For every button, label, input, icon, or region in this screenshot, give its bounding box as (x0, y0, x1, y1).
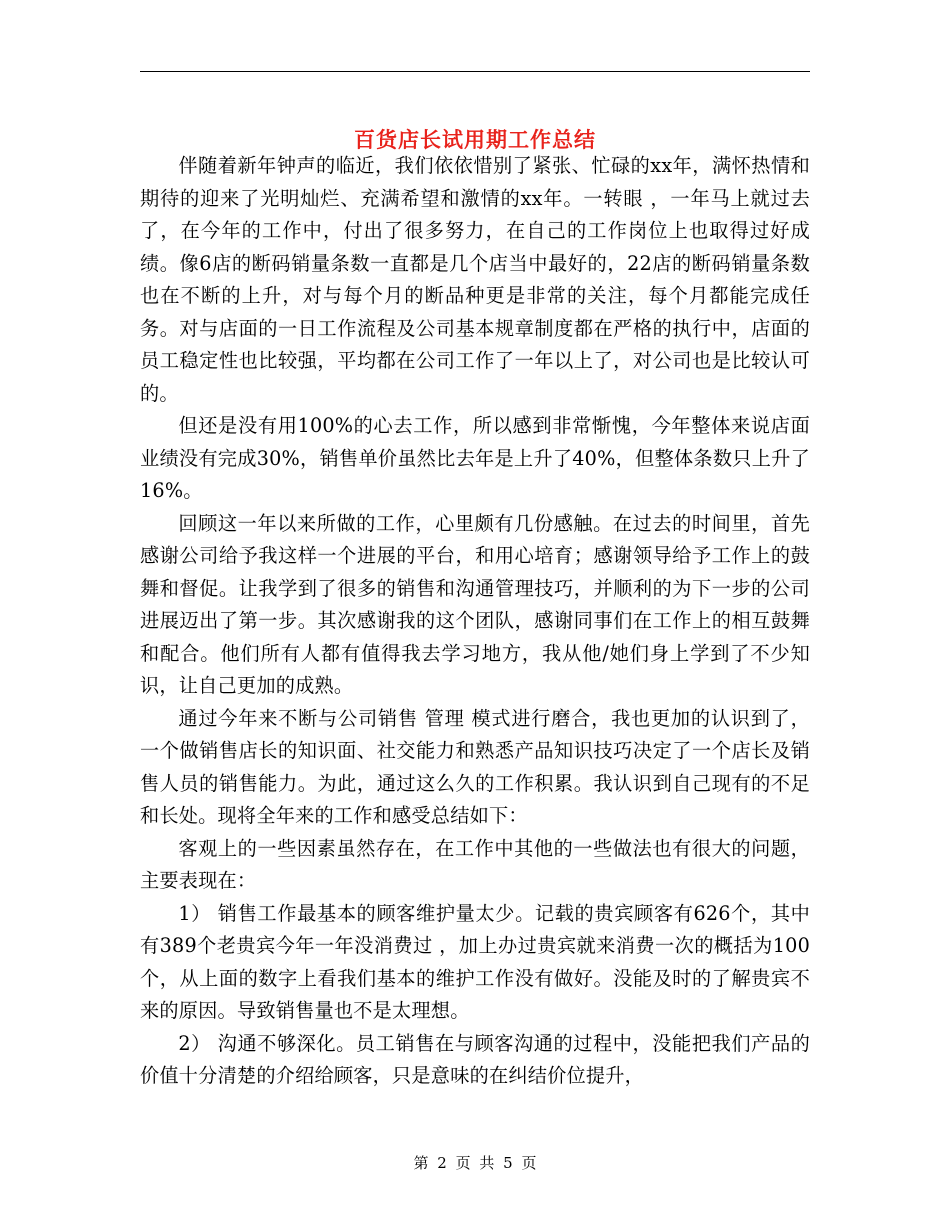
header-rule (140, 71, 810, 72)
paragraph: 但还是没有用100%的心去工作，所以感到非常惭愧，今年整体来说店面业绩没有完成30%，销售单价虽然比去年是上升了40%，但整体条数只上升了16%。 (140, 414, 810, 502)
document-body (140, 150, 810, 1093)
paragraph: 通过今年来不断与公司销售 管理 模式进行磨合，我也更加的认识到了，一个做销售店长的知识面、社交能力和熟悉产品知识技巧决定了一个店长及销售人员的销售能力。为此，通过这么久的工作积累。我认识到自己现有的不足和长处。现将全年来的工作和感受总结如下： (140, 706, 810, 827)
paragraph: 回顾这一年以来所做的工作，心里颇有几份感触。在过去的时间里，首先感谢公司给予我这样一个进展的平台，和用心培育；感谢领导给予工作上的鼓舞和督促。让我学到了很多的销售和沟通管理技巧，并顺利的为下一步的公司进展迈出了第一步。其次感谢我的这个团队，感谢同事们在工作上的相互鼓舞和配合。他们所有人都有值得我去学习地方，我从他/她们身上学到了不少知识，让自己更加的成熟。 (140, 511, 810, 697)
paragraph: 客观上的一些因素虽然存在，在工作中其他的一些做法也有很大的问题，主要表现在： (140, 836, 810, 892)
paragraph: 1） 销售工作最基本的顾客维护量太少。记载的贵宾顾客有626个，其中有389个老贵宾今年一年没消费过 ，加上办过贵宾就来消费一次的概括为100个，从上面的数字上看我们基本的维护工作没有做好。没能及时的了解贵宾不来的原因。导致销售量也不是太理想。 (140, 901, 810, 1022)
paragraph: 伴随着新年钟声的临近，我们依依惜别了紧张、忙碌的xx年，满怀热情和期待的迎来了光明灿烂、充满希望和激情的xx年。一转眼 ，一年马上就过去了，在今年的工作中，付出了很多努力，在自己的工作岗位上也取得过好成绩。像6店的断码销量条数一直都是几个店当中最好的，22店的断码销量条数也在不断的上升，对与每个月的断品种更是非常的关注，每个月都能完成任务。对与店面的一日工作流程及公司基本规章制度都在严格的执行中，店面的员工稳定性也比较强，平均都在公司工作了一年以上了，对公司也是比较认可的。 (140, 154, 810, 405)
document-title: 百货店长试用期工作总结 (354, 127, 596, 153)
paragraph: 2） 沟通不够深化。员工销售在与顾客沟通的过程中，没能把我们产品的价值十分清楚的介绍给顾客，只是意味的在纠结价位提升， (140, 1031, 810, 1087)
page-number-footer: 第 2 页 共 5 页 (413, 1154, 537, 1172)
